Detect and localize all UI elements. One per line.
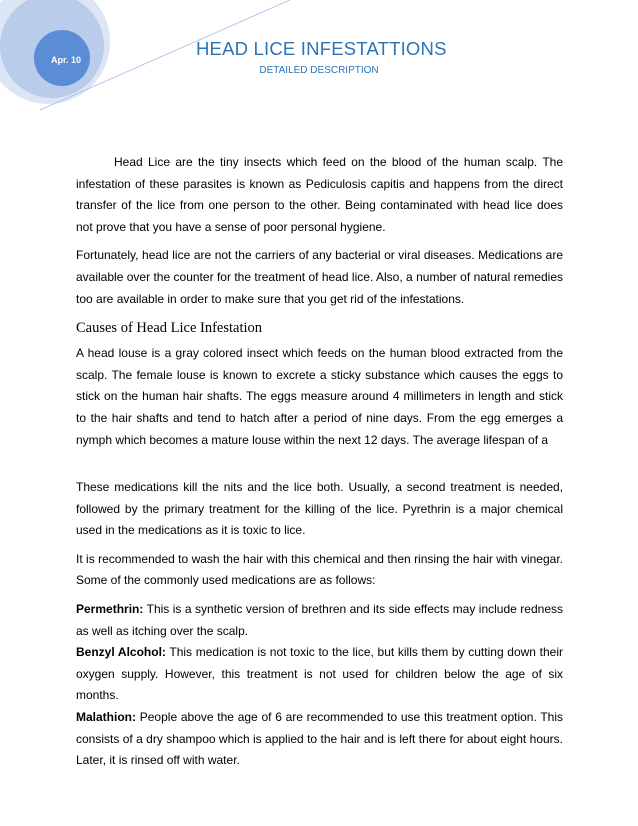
- intro-paragraph: Head Lice are the tiny insects which feed on the blood of the human scalp. The infestation of these parasites is known as Pediculosis capitis and happens from the direct transfer of the lice from one person to the other. Being contaminated with head lice does not prove that you have a sense of poor personal hygiene.: [76, 155, 563, 234]
- medications-paragraph: These medications kill the nits and the lice both. Usually, a second treatment is needed, followed by the primary treatment for the killing of the lice. Pyrethrin is a major chemical used in the medications as it is toxic to lice.: [76, 480, 563, 538]
- section-medications: [76, 477, 563, 779]
- list-item-malathion: [76, 707, 563, 772]
- page-title: HEAD LICE INFESTATTIONS: [196, 38, 447, 59]
- fortunately-paragraph: Fortunately, head lice are not the carriers of any bacterial or viral diseases. Medications are available over the counter for the treatment of head lice. Also, a number of natural remedies too are available in order to make sure that you get rid of the infestations.: [76, 248, 563, 306]
- term-malathion: Malathion:: [76, 709, 136, 724]
- desc-benzyl-alcohol: This medication is not toxic to the lice, but kills them by cutting down their oxygen supply. However, this treatment is not used for children below the age of six months.: [76, 645, 563, 703]
- header-decoration: [0, 0, 300, 120]
- list-item-benzyl-alcohol: [76, 642, 563, 707]
- list-item-permethrin: [76, 599, 563, 642]
- recommendation-paragraph: It is recommended to wash the hair with this chemical and then rinsing the hair with vinegar. Some of the commonly used medications are as follows:: [76, 551, 563, 588]
- causes-heading: Causes of Head Lice Infestation: [76, 320, 263, 337]
- causes-paragraph: A head louse is a gray colored insect which feeds on the human blood extracted from the scalp. The female louse is known to excrete a sticky substance which causes the eggs to stick on the human hair shafts. The eggs measure around 4 millimeters in length and stick to the hair shafts and tend to hatch after a period of nine days. From the egg emerges a nymph which becomes a mature louse within the next 12 days. The average lifespan of a: [76, 346, 563, 447]
- term-benzyl-alcohol: Benzyl Alcohol:: [76, 645, 166, 660]
- desc-permethrin: This is a synthetic version of brethren and its side effects may include redness as well as itching over the scalp.: [76, 601, 563, 638]
- term-permethrin: Permethrin:: [76, 601, 144, 616]
- section-intro: [76, 152, 563, 458]
- page-subtitle: DETAILED DESCRIPTION: [259, 65, 379, 76]
- date-label: Apr. 10: [50, 55, 81, 65]
- desc-malathion: People above the age of 6 are recommended to use this treatment option. This consists of a dry shampoo which is applied to the hair and is left there for about eight hours. Later, it is rinsed off with water.: [76, 709, 563, 768]
